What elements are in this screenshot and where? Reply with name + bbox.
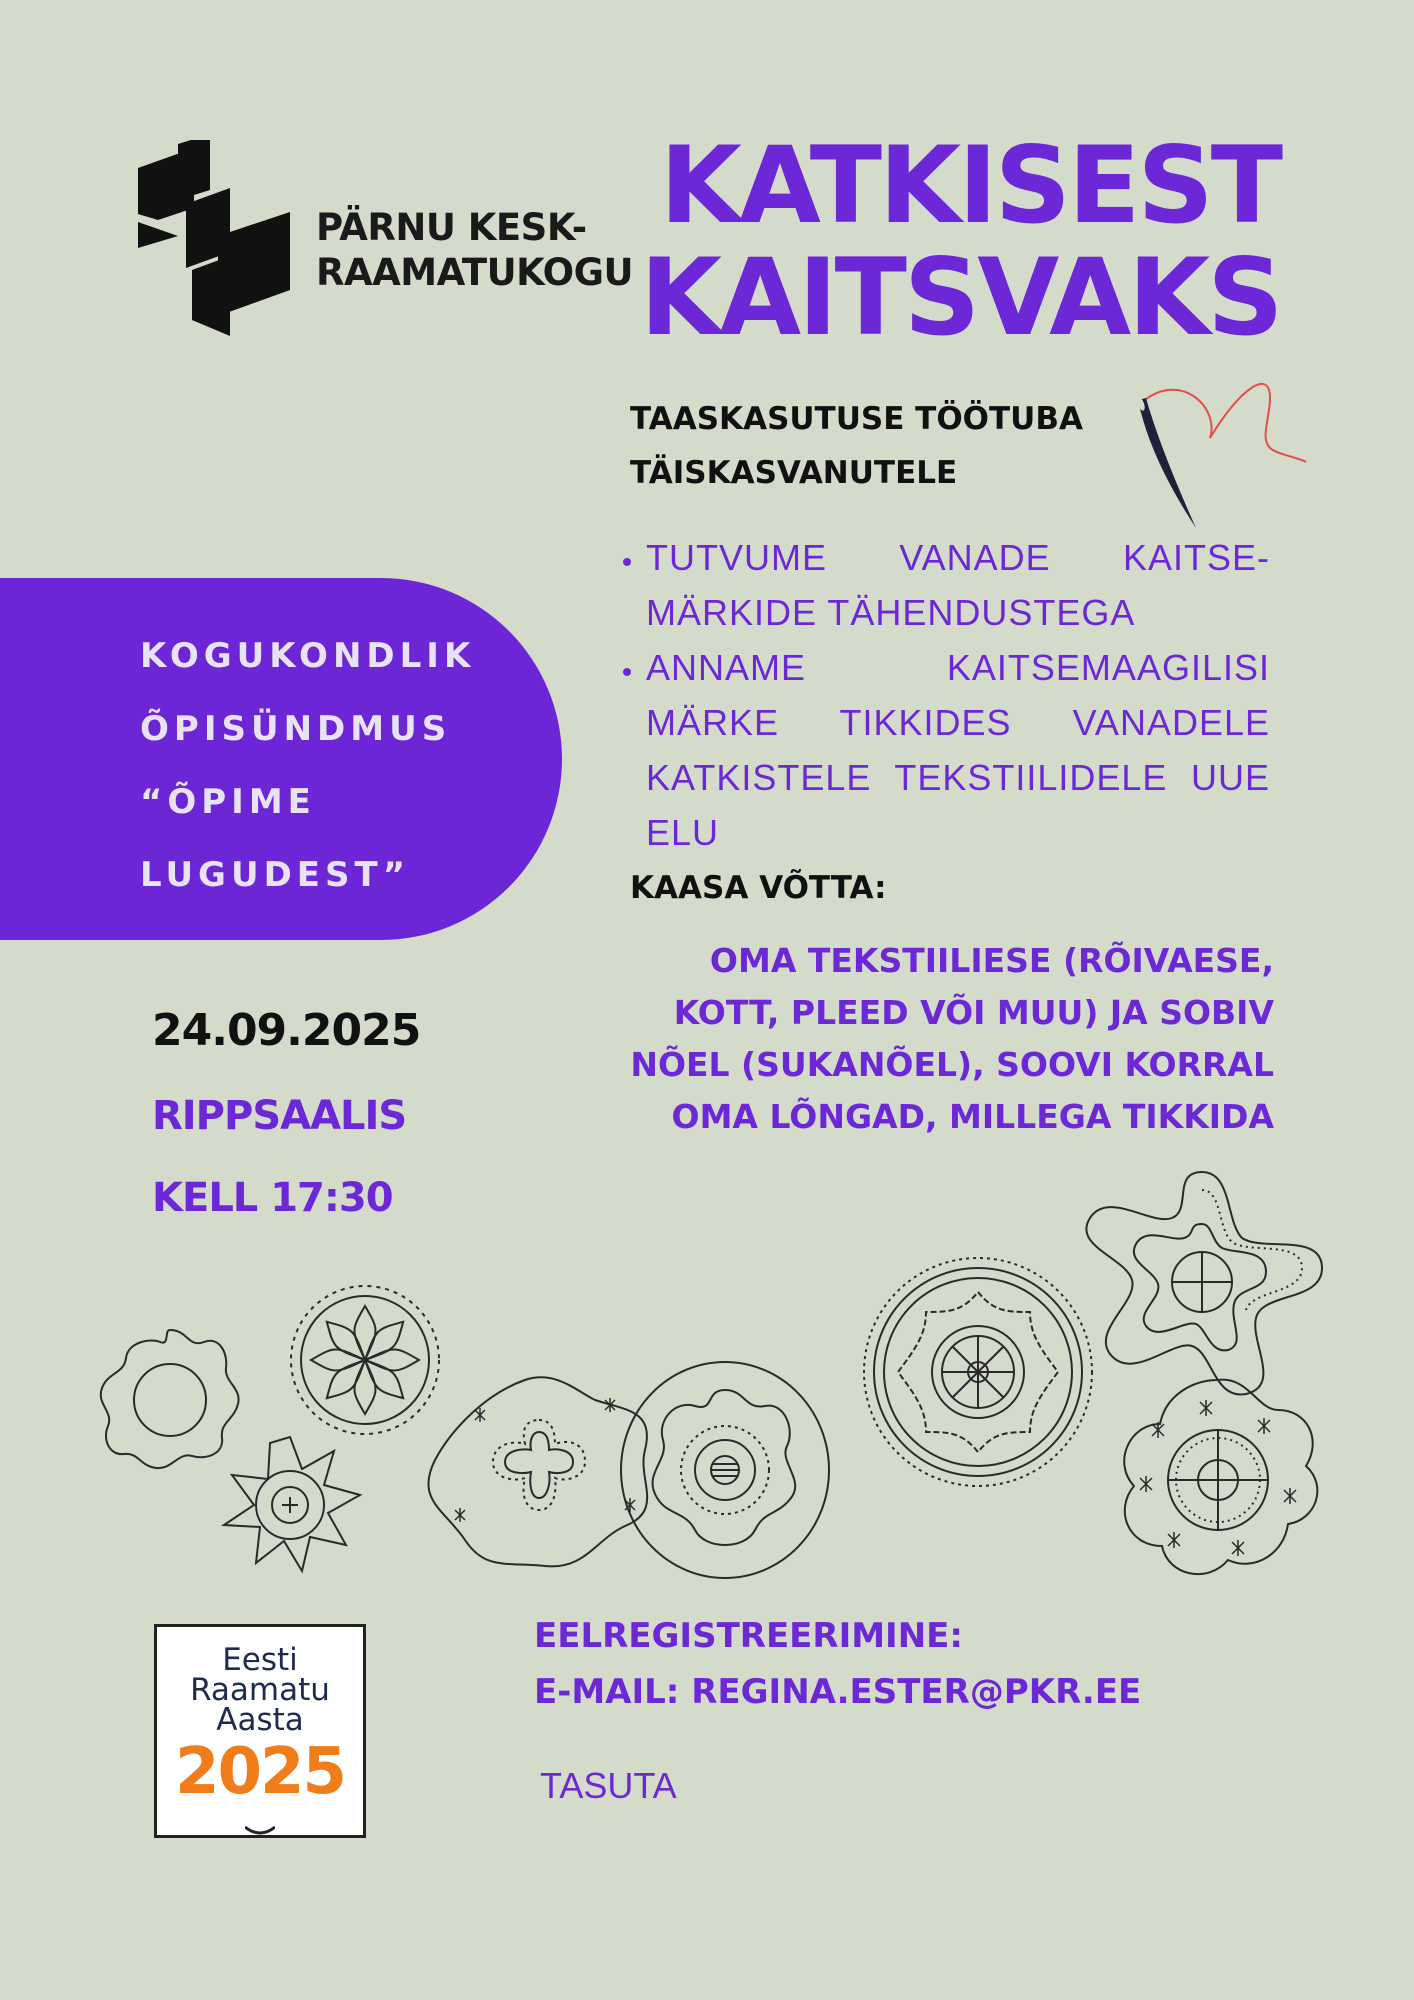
book-year-line: Raamatu (190, 1672, 330, 1708)
library-name-line1: PÄRNU KESK- (316, 206, 587, 249)
ornament-asterisk-flower (1124, 1380, 1317, 1574)
event-place: RIPPSAALIS (152, 1093, 407, 1139)
registration-info (534, 1608, 1141, 1720)
event-time: KELL 17:30 (152, 1175, 393, 1221)
registration-label: EELREGISTREERIMINE: (534, 1616, 963, 1656)
book-year-number: 2025 (174, 1735, 346, 1809)
event-subtitle-line2: TÄISKASVANUTELE (630, 455, 958, 491)
book-clasp-icon (245, 1825, 275, 1839)
activity-list (612, 530, 1270, 860)
library-logo-icon (138, 140, 290, 336)
book-year-line: Aasta (216, 1702, 304, 1738)
bring-along-label: KAASA VÕTTA: (630, 870, 887, 906)
registration-email: E-MAIL: REGINA.ESTER@PKR.EE (534, 1672, 1142, 1712)
event-title (640, 124, 1281, 359)
ornament-sun (101, 1330, 239, 1468)
ornament-star (224, 1437, 360, 1571)
bring-along-line: NÕEL (SUKANÕEL), SOOVI KORRAL (630, 1045, 1274, 1084)
ornament-round (621, 1362, 829, 1578)
needle-thread-icon (1120, 378, 1320, 538)
event-subtitle (630, 392, 1083, 500)
event-title-line1: KATKISEST (659, 124, 1280, 247)
embroidery-ornaments-icon (70, 1140, 1340, 1600)
ornament-flower (1086, 1172, 1322, 1395)
event-type-line: ÕPISÜNDMUS (140, 709, 452, 749)
library-name-line2: RAAMATUKOGU (316, 251, 634, 294)
event-type-line: LUGUDEST” (140, 855, 411, 895)
book-year-logo (154, 1624, 366, 1838)
bring-along-line: OMA TEKSTIILIESE (RÕIVAESE, (709, 941, 1274, 980)
bring-along-text (620, 935, 1274, 1143)
activity-item: • TUTVUME VANADE KAITSE-MÄRKIDE TÄHENDUSTEGA (646, 530, 1270, 640)
event-title-line2: KAITSVAKS (640, 236, 1281, 359)
event-type-text (140, 620, 475, 912)
ornament-daisy (291, 1286, 439, 1434)
book-year-line: Eesti (222, 1642, 298, 1678)
event-type-line: KOGUKONDLIK (140, 636, 476, 676)
ornament-cross (428, 1377, 647, 1566)
activity-item: • ANNAME KAITSEMAAGILISI MÄRKE TIKKIDES VANADELE KATKISTELE TEKSTIILIDELE UUE ELU (646, 640, 1270, 860)
bring-along-line: OMA LÕNGAD, MILLEGA TIKKIDA (671, 1097, 1274, 1136)
event-type-line: “ÕPIME (140, 782, 316, 822)
event-subtitle-line1: TAASKASUTUSE TÖÖTUBA (630, 401, 1083, 437)
price-label: TASUTA (540, 1765, 677, 1806)
library-name (316, 205, 633, 295)
bring-along-line: KOTT, PLEED VÕI MUU) JA SOBIV (673, 993, 1274, 1032)
ornament-wheel (864, 1258, 1092, 1486)
event-date: 24.09.2025 (152, 1005, 421, 1056)
